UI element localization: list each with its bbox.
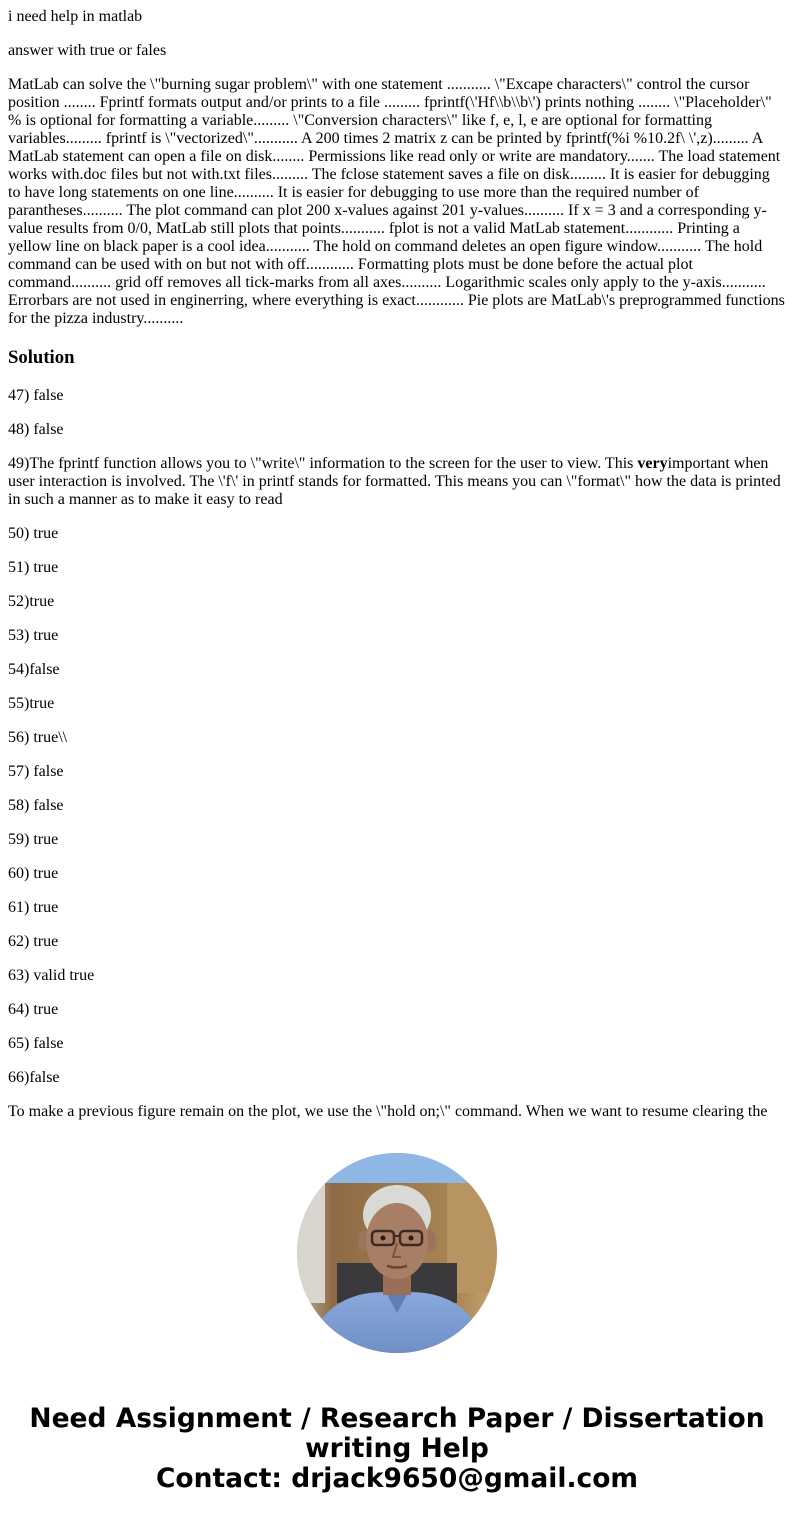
answer-item: 61) true: [8, 899, 59, 916]
answer-item: 60) true: [8, 865, 59, 882]
promo-contact: Contact: drjack9650@gmail.com: [155, 1463, 639, 1494]
document-content: [8, 0, 786, 1137]
answer-item: 65) false: [8, 1035, 64, 1052]
question-title: i need help in matlab: [8, 8, 143, 25]
answer-49-bold: very: [637, 455, 668, 472]
promo-footer: [0, 1404, 794, 1494]
answer-item: 51) true: [8, 559, 59, 576]
answer-item: 64) true: [8, 1001, 59, 1018]
answer-item: 50) true: [8, 525, 59, 542]
author-avatar: [297, 1153, 497, 1353]
answer-49: [8, 455, 786, 509]
answer-49-after: important when user interaction is involved. The \'f\' in printf stands for formatted. This means you can \"format\" how the data is printed in such a manner as to make it easy to read: [8, 455, 781, 508]
answer-item: 53) true: [8, 627, 59, 644]
question-body: MatLab can solve the \"burning sugar problem\" with one statement ........... \"Excape characters\" control the cursor position ........ Fprintf formats output and/or prints to a file ......... fprintf(\'Hf\\b\\b\') prints nothing ........ \"Placeholder\" % is optional for formatting a variable......... \"Conversion characters\" like f, e, l, e are optional for formatting variables......... fprintf is \"vectorized\"........... A 200 times 2 matrix z can be printed by fprintf(%i %10.2f\ \',z)......... A MatLab statement can open a file on disk........ Permissions like read only or write are mandatory....... The load statement works with.doc files but not with.txt files......... The fclose statement saves a file on disk......... It is easier for debugging to have long statements on one line.......... It is easier for debugging to use more than the required number of parantheses.......... The plot command can plot 200 x-values against 201 y-values.......... If x = 3 and a corresponding y-value results from 0/0, MatLab still plots that points........... fplot is not a valid MatLab statement............ Printing a yellow line on black paper is a cool idea........... The hold on command deletes an open figure window........... The hold command can be used with on but not with off............ Formatting plots must be done before the actual plot command.......... grid off removes all tick-marks from all axes.......... Logarithmic scales only apply to the y-axis........... Errorbars are not used in enginerring, where everything is exact............ Pie plots are MatLab\'s preprogrammed functions for the pizza industry..........: [8, 76, 785, 327]
answer-item: 55)true: [8, 695, 55, 712]
promo-line-1: Need Assignment / Research Paper / Dissertation: [29, 1403, 765, 1434]
answer-item: 63) valid true: [8, 967, 95, 984]
answer-item: 47) false: [8, 387, 64, 404]
answer-item: 59) true: [8, 831, 59, 848]
answer-item: 54)false: [8, 661, 60, 678]
solution-heading: Solution: [8, 347, 75, 368]
answer-item: 62) true: [8, 933, 59, 950]
answer-item: 57) false: [8, 763, 64, 780]
answer-item: 58) false: [8, 797, 64, 814]
answer-item: 66)false: [8, 1069, 60, 1086]
question-instruction: answer with true or fales: [8, 42, 167, 59]
answer-item: 52)true: [8, 593, 55, 610]
promo-line-2: writing Help: [305, 1433, 489, 1464]
author-portrait: [297, 1153, 497, 1353]
answer-item: 48) false: [8, 421, 64, 438]
answer-49-before: 49)The fprintf function allows you to \"write\" information to the screen for the user to view. This: [8, 455, 638, 472]
solution-closing: To make a previous figure remain on the plot, we use the \"hold on;\" command. When we want to resume clearing the: [8, 1103, 768, 1120]
answer-item: 56) true\\: [8, 729, 68, 746]
